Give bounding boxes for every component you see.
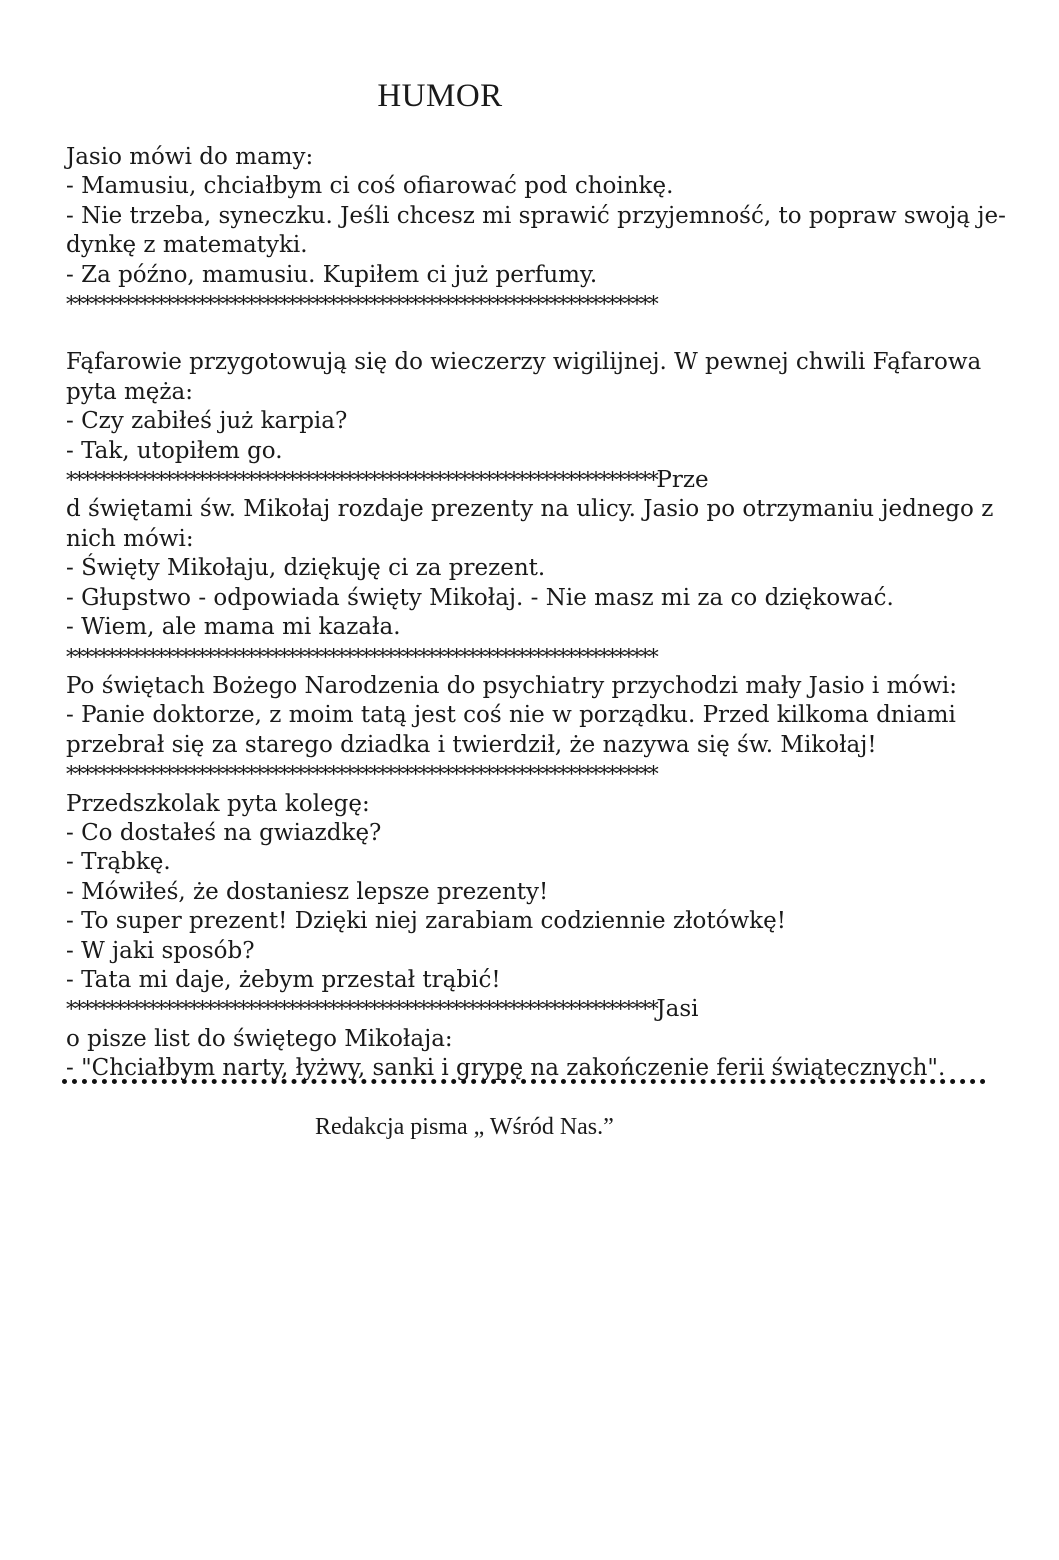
blank-line: [66, 319, 986, 348]
joke-line: pyta męża:: [66, 378, 193, 405]
joke-line: - Trąbkę.: [66, 849, 171, 876]
joke-line: - W jaki sposób?: [66, 937, 255, 964]
asterisk-separator: ************************************************************************: [66, 644, 657, 669]
asterisk-separator-with-text: [66, 995, 986, 1024]
joke-line: - Święty Mikołaju, dziękuję ci za prezent.: [66, 555, 546, 582]
joke-line: - Tata mi daje, żebym przestał trąbić!: [66, 966, 501, 993]
joke-line: - Mamusiu, chciałbym ci coś ofiarować pod choinkę.: [66, 173, 674, 200]
dotted-separator: [62, 1079, 986, 1084]
joke-line: - Tak, utopiłem go.: [66, 437, 283, 464]
joke-line: dynkę z matematyki.: [66, 232, 308, 259]
footer-signature: Redakcja pisma „ Wśród Nas.”: [315, 1114, 614, 1140]
joke-line: Po świętach Bożego Narodzenia do psychiatry przychodzi mały Jasio i mówi:: [66, 672, 958, 699]
joke-line: - Za późno, mamusiu. Kupiłem ci już perfumy.: [66, 261, 598, 288]
joke-line: Przedszkolak pyta kolegę:: [66, 790, 370, 817]
asterisk-run: ************************************************************************: [66, 997, 657, 1022]
asterisk-separator: ************************************************************************: [66, 762, 657, 787]
joke-line: przebrał się za starego dziadka i twierdził, że nazywa się św. Mikołaj!: [66, 731, 877, 758]
joke-line: - Panie doktorze, z moim tatą jest coś nie w porządku. Przed kilkoma dniami: [66, 702, 956, 729]
joke-text-fragment: Prze: [656, 467, 709, 494]
joke-line: - Wiem, ale mama mi kazała.: [66, 614, 401, 641]
joke-line: - Czy zabiłeś już karpia?: [66, 408, 348, 435]
asterisk-run: ************************************************************************: [66, 468, 657, 493]
jokes-body: [66, 143, 1006, 1084]
joke-line: Jasio mówi do mamy:: [66, 144, 314, 170]
joke-line: - To super prezent! Dzięki niej zarabiam codziennie złotówkę!: [66, 908, 786, 935]
joke-line: - "Chciałbym narty, łyżwy, sanki i grypę na zakończenie ferii świątecznych".: [66, 1055, 946, 1082]
joke-line: - Co dostałeś na gwiazdkę?: [66, 819, 382, 846]
asterisk-separator-with-text: [66, 466, 986, 495]
asterisk-separator: ************************************************************************: [66, 292, 657, 317]
joke-line: - Nie trzeba, syneczku. Jeśli chcesz mi sprawić przyjemność, to popraw swoją je-: [66, 202, 1006, 229]
joke-line: - Mówiłeś, że dostaniesz lepsze prezenty!: [66, 878, 549, 905]
joke-text-fragment: Jasi: [656, 996, 699, 1023]
page-title: HUMOR: [377, 78, 503, 114]
joke-line: nich mówi:: [66, 525, 194, 552]
joke-line: o pisze list do świętego Mikołaja:: [66, 1025, 453, 1052]
joke-line: - Głupstwo - odpowiada święty Mikołaj. - Nie masz mi za co dziękować.: [66, 584, 894, 611]
joke-line: d świętami św. Mikołaj rozdaje prezenty na ulicy. Jasio po otrzymaniu jednego z: [66, 496, 994, 523]
joke-line: Fąfarowie przygotowują się do wieczerzy wigilijnej. W pewnej chwili Fąfarowa: [66, 349, 982, 376]
